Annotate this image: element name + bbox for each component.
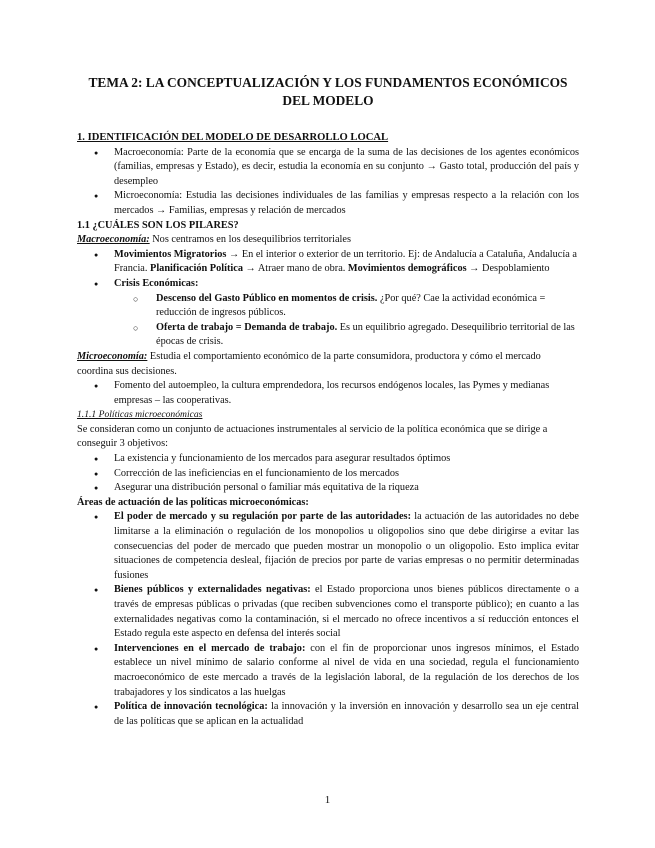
objective-item: ● La existencia y funcionamiento de los mercados para asegurar resultados óptimos: [77, 452, 579, 467]
crisis-sublist: [77, 292, 579, 350]
micro-bullet: ● Fomento del autoempleo, la cultura emprendedora, los recursos endógenos locales, las Pymes y medianas empresas – las cooperativas.: [77, 379, 579, 408]
area-label: El poder de mercado y su regulación por parte de las autoridades:: [114, 511, 411, 523]
document-page: [77, 74, 579, 729]
micro-paragraph: [77, 350, 579, 379]
area-item: [77, 700, 579, 729]
micro-label: Microeconomía:: [77, 350, 148, 362]
macro-list: [77, 248, 579, 350]
area-text: la actuación de las autoridades no debe limitarse a la eliminación o regulación de los monopolios u oligopolios sino que debe dirigirse a evitar las consecuencias del poder de mercado que pueden mostrar un monopolio o un oligopolio. Esto implica evitar situaciones de competencia desleal, fijación de precios por parte de varias empresas o no permitir determinadas fusiones: [114, 511, 579, 581]
subitem-text: ¿Por qué? Cae la actividad económica = reducción de ingresos públicos.: [156, 292, 546, 319]
areas-list: [77, 510, 579, 729]
subitem-text: Es un equilibrio agregado. Desequilibrio territorial de las épocas de crisis.: [156, 321, 575, 348]
area-text: la innovación y la inversión en innovación y desarrollo sea un eje central de las políticas que se aplican en la actualidad: [114, 701, 579, 727]
crisis-item: [77, 277, 579, 350]
area-item: [77, 583, 579, 641]
micro-text: Estudia el comportamiento económico de la parte consumidora, productora y cómo el mercado coordina sus decisiones.: [77, 350, 541, 377]
subitem-bold: Descenso del Gasto Público en momentos de crisis.: [156, 292, 378, 304]
micro-list: [77, 379, 579, 408]
policies-intro: Se consideran como un conjunto de actuaciones instrumentales al servicio de la política económica que se dirige a conseguir 3 objetivos:: [77, 423, 548, 450]
page-number: 1: [324, 794, 331, 806]
section-1-1-1-heading: 1.1.1 Políticas microeconómicas: [77, 409, 203, 421]
section-1-heading: 1. IDENTIFICACIÓN DEL MODELO DE DESARROLLO LOCAL: [77, 132, 389, 143]
crisis-subitem: [77, 321, 579, 350]
section-1-list: [77, 146, 579, 219]
migration-text: → En el interior o exterior de un territorio. Ej: de Andalucía a Cataluña, Andalucía a Francia.: [114, 248, 577, 275]
subitem-bold: Oferta de trabajo = Demanda de trabajo.: [156, 321, 338, 333]
area-label: Bienes públicos y externalidades negativas:: [114, 584, 311, 596]
area-label: Política de innovación tecnológica:: [114, 701, 268, 713]
planning-label: Planificación Política: [150, 263, 243, 275]
objective-item: ● Corrección de las ineficiencias en el funcionamiento de los mercados: [77, 467, 579, 482]
planning-text: → Atraer mano de obra.: [242, 263, 348, 275]
crisis-subitem: [77, 292, 579, 321]
areas-heading: Áreas de actuación de las políticas microeconómicas:: [77, 496, 309, 508]
micro-definition-item: ● Microeconomía: Estudia las decisiones individuales de las familias y empresas respecto a la relación con los mercados → Familias, empresas y relación de mercados: [77, 189, 579, 218]
document-title: TEMA 2: LA CONCEPTUALIZACIÓN Y LOS FUNDAMENTOS ECONÓMICOS DEL MODELO: [88, 75, 568, 108]
section-1-1-heading: 1.1 ¿CUÁLES SON LOS PILARES?: [77, 219, 239, 231]
crisis-label: Crisis Económicas:: [114, 277, 199, 289]
migration-item: [77, 248, 579, 277]
area-item: [77, 510, 579, 583]
objectives-list: [77, 452, 579, 496]
area-label: Intervenciones en el mercado de trabajo:: [114, 642, 306, 654]
macro-paragraph: [77, 233, 579, 248]
macro-label: Macroeconomía:: [77, 234, 150, 246]
demographic-label: Movimientos demográficos: [347, 263, 467, 275]
area-text: el Estado proporciona unos bienes públicos directamente o a través de empresas públicas o privadas (que reciben subvenciones como el transporte público); en cuanto a las externalidades negativas como la contaminación, si el mercado no ofrece incentivos a sí reducción entonces el Estado regula este aspecto en defensa del interés social: [114, 584, 579, 640]
macro-definition-item: ● Macroeconomía: Parte de la economía que se encarga de la suma de las decisiones de los agentes económicos (familias, empresas y Estado), es decir, estudia la economía en su conjunto → Gasto total, producción del país y desempleo: [77, 146, 579, 190]
macro-text: Nos centramos en los desequilibrios territoriales: [149, 234, 351, 246]
migration-label: Movimientos Migratorios: [114, 248, 227, 260]
area-text: con el fin de proporcionar unos ingresos mínimos, el Estado establece un nivel mínimo de salario conforme al nivel de vida en una sociedad, regula el funcionamiento macroeconómico de este mercado a través de la legislación laboral, de la regulación de los derechos de los trabajadores y los sindicatos a las huelgas: [114, 642, 579, 698]
demographic-text: → Despoblamiento: [466, 263, 550, 275]
objective-item: ● Asegurar una distribución personal o familiar más equitativa de la riqueza: [77, 481, 579, 496]
area-item: [77, 642, 579, 700]
